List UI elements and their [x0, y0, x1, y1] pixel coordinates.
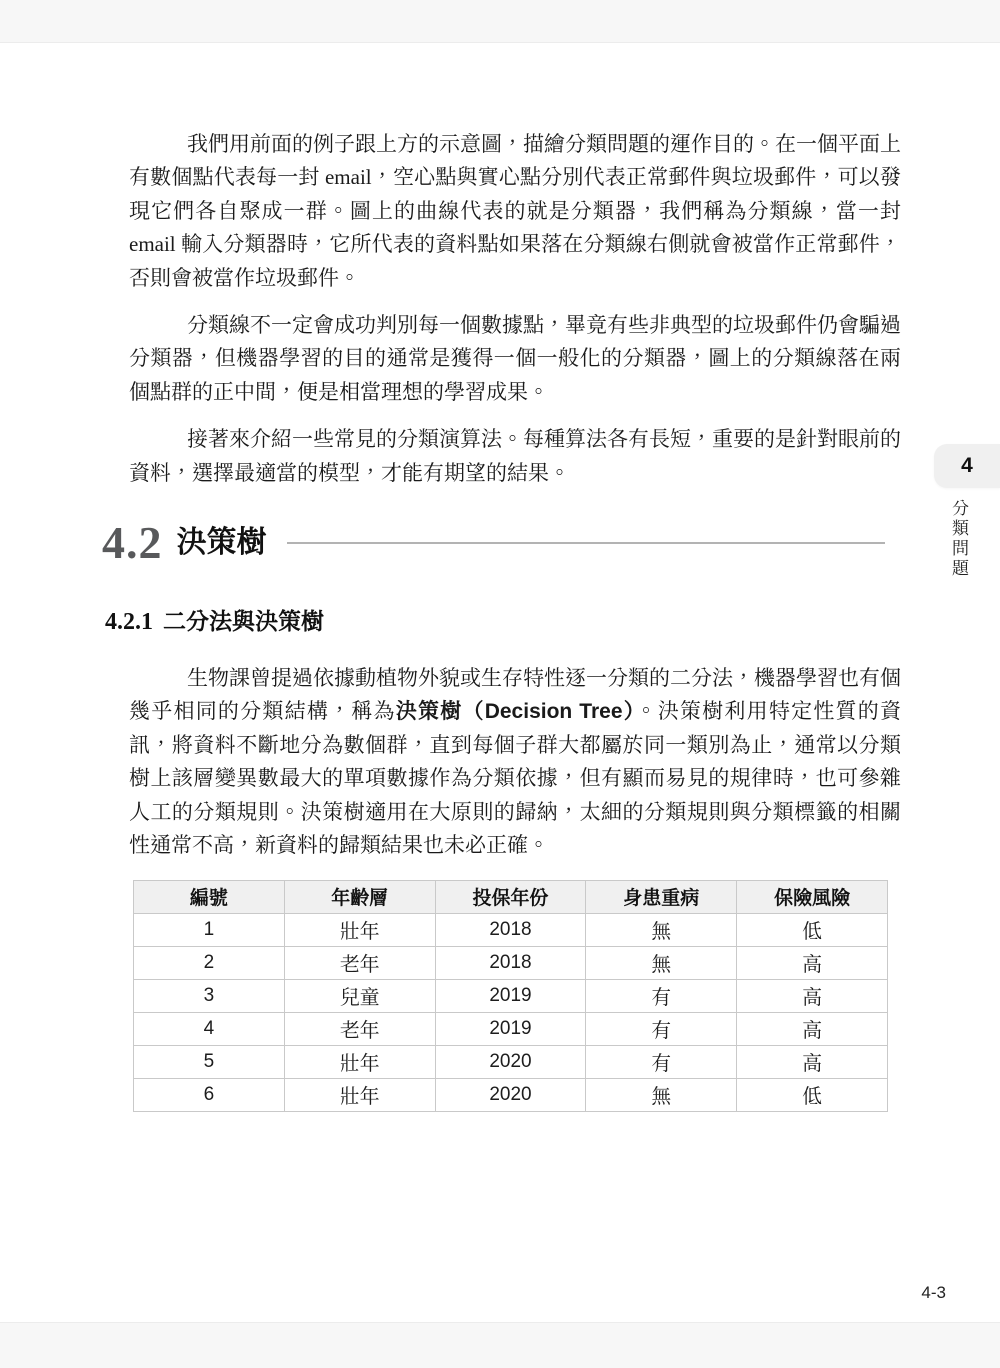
table-cell: 兒童 [284, 979, 435, 1012]
table-cell: 高 [737, 946, 888, 979]
insurance-table [133, 880, 888, 1112]
table-cell: 低 [737, 1078, 888, 1111]
paragraph-decision-tree-rest: 。決策樹利用特定性質的資訊，將資料不斷地分為數個群，直到每個子群大都屬於同一類別為止，通常以分類樹上該層變異數最大的單項數據作為分類依據，但有顯而易見的規律時，也可參雜人工的分類規則。決策樹適用在大原則的歸納，太細的分類規則與分類標籤的相關性通常不高，新資料的歸類結果也未必正確。 [129, 699, 902, 858]
table-cell: 6 [134, 1078, 285, 1111]
table-cell: 低 [737, 913, 888, 946]
subsection-heading [105, 603, 901, 636]
table-cell: 5 [134, 1045, 285, 1078]
subsection-title: 二分法與決策樹 [163, 608, 324, 635]
table-cell: 2018 [435, 946, 586, 979]
chapter-tab-number: 4 [961, 454, 973, 477]
table-cell: 2 [134, 946, 285, 979]
page-sheet [0, 44, 1000, 1321]
chapter-title-vertical: 分類問題 [949, 499, 968, 579]
paragraph-classifier-generalization: 分類線不一定會成功判別每一個數據點，畢竟有些非典型的垃圾郵件仍會騙過分類器，但機器學習的目的通常是獲得一個一般化的分類器，圖上的分類線落在兩個點群的正中間，便是相當理想的學習成果。 [129, 313, 901, 404]
table-row [134, 946, 888, 979]
table-cell: 壯年 [284, 913, 435, 946]
table-row [134, 913, 888, 946]
paragraph-intro-classification: 我們用前面的例子跟上方的示意圖，描繪分類問題的運作目的。在一個平面上有數個點代表每一封 email，空心點與實心點分別代表正常郵件與垃圾郵件，可以發現它們各自聚成一群。圖上的曲線代表的就是分類器，我們稱為分類線，當一封 email 輸入分類器時，它所代表的資料點如果落在分類線右側就會被當作正常郵件，否則會被當作垃圾郵件。 [129, 132, 901, 290]
section-heading [102, 517, 901, 569]
table-cell: 3 [134, 979, 285, 1012]
table-cell: 無 [586, 913, 737, 946]
table-row [134, 1045, 888, 1078]
table-cell: 2020 [435, 1045, 586, 1078]
page-number: 4-3 [921, 1283, 946, 1302]
column-header: 編號 [134, 880, 285, 913]
table-cell: 壯年 [284, 1045, 435, 1078]
table-cell: 無 [586, 946, 737, 979]
table-cell: 4 [134, 1012, 285, 1045]
table-cell: 老年 [284, 1012, 435, 1045]
section-rule [287, 542, 886, 544]
table-row [134, 1012, 888, 1045]
table-cell: 2018 [435, 913, 586, 946]
section-title: 決策樹 [176, 526, 267, 560]
table-cell: 高 [737, 1012, 888, 1045]
paragraph-decision-tree-lead: 生物課曾提過依據動植物外貌或生存特性逐一分類的二分法，機器學習也有個幾乎相同的分類結構，稱為 [129, 666, 901, 724]
decision-tree-term-bold: 決策樹（Decision Tree） [395, 700, 636, 724]
table-cell: 2019 [435, 979, 586, 1012]
table-row [134, 1078, 888, 1111]
table-cell: 有 [586, 1045, 737, 1078]
table-cell: 有 [586, 979, 737, 1012]
column-header: 保險風險 [737, 880, 888, 913]
top-margin-band [0, 0, 1000, 43]
bottom-margin-band [0, 1322, 1000, 1368]
page-content [0, 44, 1000, 1112]
table-row [134, 979, 888, 1012]
table-cell: 2020 [435, 1078, 586, 1111]
paragraph-algorithms-intro: 接著來介紹一些常見的分類演算法。每種算法各有長短，重要的是針對眼前的資料，選擇最適當的模型，才能有期望的結果。 [129, 427, 901, 485]
table-cell: 1 [134, 913, 285, 946]
table-header-row [134, 880, 888, 913]
table-cell: 壯年 [284, 1078, 435, 1111]
table-cell: 無 [586, 1078, 737, 1111]
subsection-number: 4.2.1 [105, 609, 153, 636]
table-cell: 2019 [435, 1012, 586, 1045]
table-cell: 老年 [284, 946, 435, 979]
table-cell: 有 [586, 1012, 737, 1045]
column-header: 身患重病 [586, 880, 737, 913]
chapter-tab [934, 444, 1000, 488]
section-number: 4.2 [102, 517, 163, 569]
table-cell: 高 [737, 1045, 888, 1078]
table-cell: 高 [737, 979, 888, 1012]
column-header: 年齡層 [284, 880, 435, 913]
paragraph-decision-tree [129, 662, 901, 862]
column-header: 投保年份 [435, 880, 586, 913]
